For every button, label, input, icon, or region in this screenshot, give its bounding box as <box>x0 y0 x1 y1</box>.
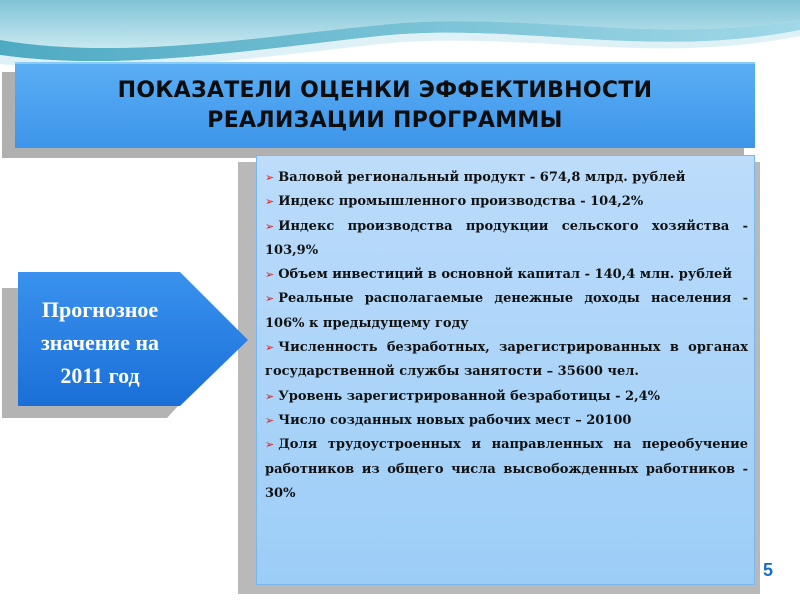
list-item <box>265 215 748 264</box>
arrow-bullet-icon: ➢ <box>265 389 275 403</box>
list-item <box>265 336 748 385</box>
indicator-text: Валовой региональный продукт - 674,8 млрд. рублей <box>278 170 686 185</box>
indicator-text: Индекс промышленного производства - 104,2% <box>278 194 644 210</box>
list-item <box>265 433 748 506</box>
arrow-bullet-icon: ➢ <box>265 171 275 184</box>
arrow-bullet-icon: ➢ <box>265 292 275 306</box>
indicator-text: Уровень зарегистрированной безработицы - 2,4% <box>278 388 661 404</box>
indicator-text: Объем инвестиций в основной капитал - 140,4 млн. рублей <box>278 267 732 283</box>
forecast-label <box>20 292 180 392</box>
page-number: 5 <box>763 560 774 580</box>
indicators-panel <box>256 155 755 585</box>
indicator-text: Численность безработных, зарегистрированных в органах государственной службы занятости – 35600 чел. <box>265 340 748 380</box>
indicator-text: Число созданных новых рабочих мест – 20100 <box>278 412 632 428</box>
indicator-text: Доля трудоустроенных и направленных на переобучение работников из общего числа высвобожденных работников - 30% <box>265 437 748 501</box>
indicator-text: Индекс производства продукции сельского хозяйства - 103,9% <box>265 218 748 258</box>
list-item <box>265 190 748 214</box>
forecast-label-text: Прогнозное значение на 2011 год <box>40 296 160 388</box>
list-item <box>265 287 748 336</box>
arrow-bullet-icon: ➢ <box>265 268 275 282</box>
arrow-bullet-icon: ➢ <box>265 438 275 452</box>
indicator-text: Реальные располагаемые денежные доходы населения - 106% к предыдущему году <box>265 291 748 331</box>
list-item <box>265 263 748 287</box>
list-item <box>265 409 748 433</box>
list-item <box>265 166 748 190</box>
arrow-bullet-icon: ➢ <box>265 195 275 209</box>
arrow-bullet-icon: ➢ <box>265 341 275 355</box>
slide-title-text: ПОКАЗАТЕЛИ ОЦЕНКИ ЭФФЕКТИВНОСТИ РЕАЛИЗАЦИИ ПРОГРАММЫ <box>117 78 653 133</box>
arrow-bullet-icon: ➢ <box>265 413 275 427</box>
title-banner <box>15 62 755 148</box>
slide-title <box>118 76 653 136</box>
indicators-list <box>265 166 748 506</box>
arrow-bullet-icon: ➢ <box>265 219 275 233</box>
list-item <box>265 385 748 409</box>
